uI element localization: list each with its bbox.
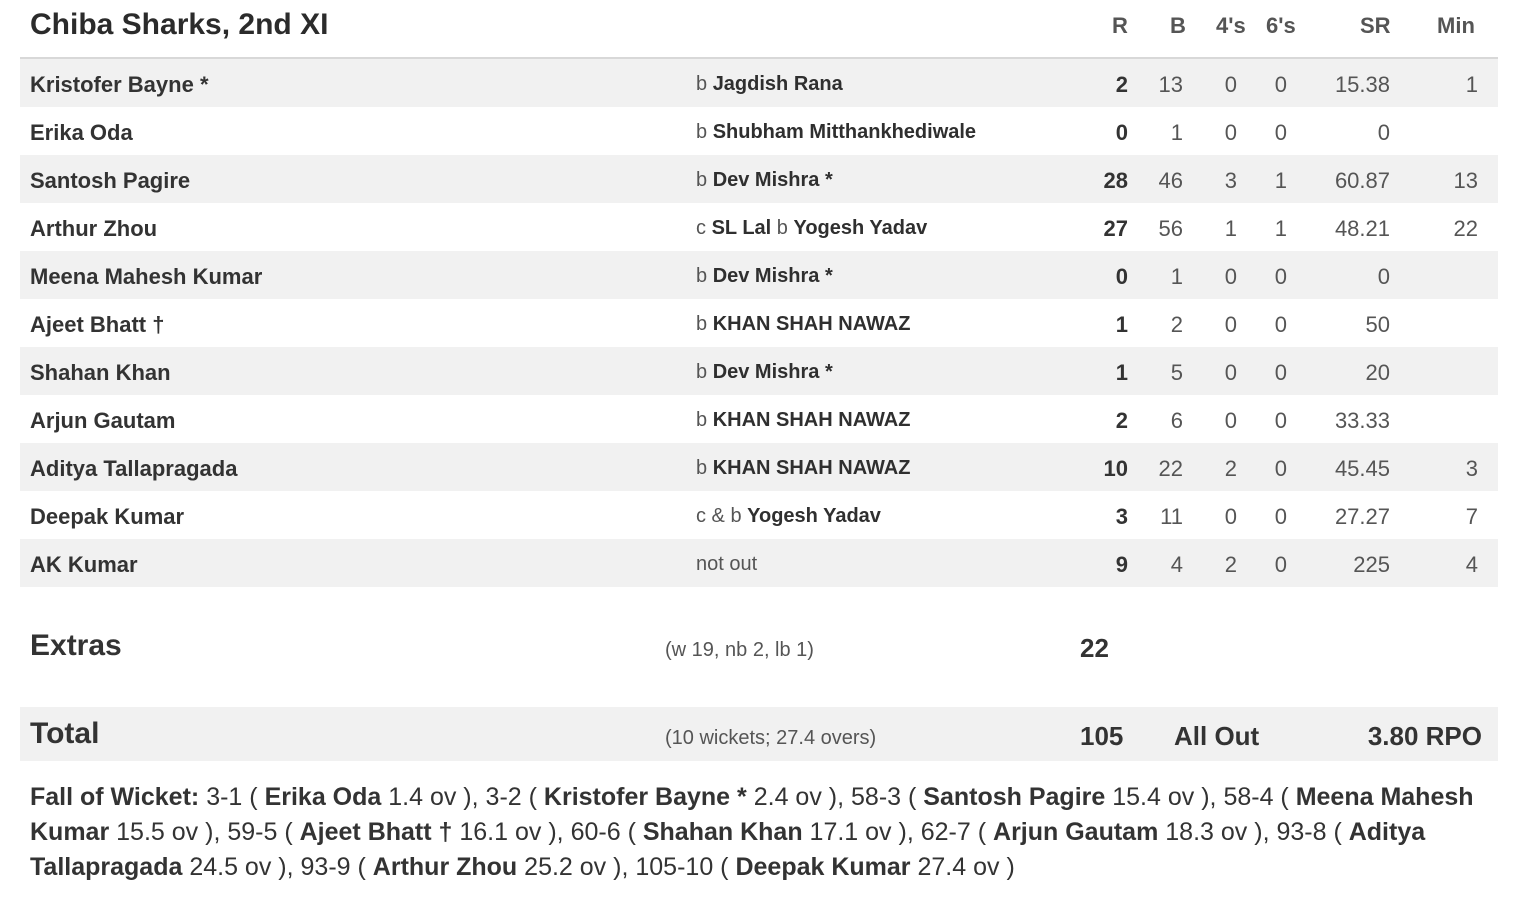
fow-title: Fall of Wicket:	[30, 783, 200, 811]
fow-item: 105-10 ( Deepak Kumar 27.4 ov )	[635, 853, 1015, 881]
balls: 11	[1160, 504, 1183, 529]
strike-rate: 15.38	[1334, 72, 1390, 97]
strike-rate: 60.87	[1334, 168, 1390, 193]
runs: 0	[1115, 264, 1128, 289]
batter-row	[20, 59, 1498, 107]
runs: 0	[1115, 120, 1128, 145]
fow-player[interactable]: Santosh Pagire	[923, 783, 1106, 811]
runs: 3	[1115, 504, 1128, 529]
dismissal	[696, 457, 910, 480]
fours: 0	[1224, 120, 1237, 145]
dismissal	[696, 553, 757, 576]
total-row	[20, 707, 1498, 761]
batter-row	[20, 203, 1498, 251]
fow-over: 17.1 ov	[809, 818, 892, 846]
extras-detail: (w 19, nb 2, lb 1)	[665, 639, 814, 661]
col-fours-header: 4's	[1216, 13, 1246, 38]
fow-item: 3-1 ( Erika Oda 1.4 ov )	[206, 783, 472, 811]
minutes: 13	[1453, 168, 1478, 193]
sixes: 0	[1274, 264, 1287, 289]
fow-over: 15.4 ov	[1112, 783, 1195, 811]
strike-rate: 33.33	[1334, 408, 1390, 433]
batter-name[interactable]: Kristofer Bayne *	[30, 72, 209, 97]
col-min-header: Min	[1437, 13, 1475, 38]
batter-row	[20, 395, 1498, 443]
runs: 1	[1115, 360, 1128, 385]
runs: 2	[1115, 408, 1128, 433]
batter-row	[20, 155, 1498, 203]
fow-score: 3-2	[485, 783, 522, 811]
runs: 10	[1103, 456, 1128, 481]
fielder-name[interactable]: Dev Mishra *	[712, 361, 833, 383]
dismissal	[696, 409, 910, 432]
balls: 56	[1158, 216, 1183, 241]
batter-row	[20, 251, 1498, 299]
minutes: 4	[1465, 552, 1478, 577]
col-runs-header: R	[1112, 13, 1128, 38]
fow-player[interactable]: Kristofer Bayne *	[543, 783, 747, 811]
fow-over: 27.4 ov	[917, 853, 1000, 881]
batter-name[interactable]: Arjun Gautam	[30, 408, 176, 433]
fielder-name[interactable]: Dev Mishra *	[712, 169, 833, 191]
dismissal-type: c & b	[696, 505, 748, 527]
strike-rate: 45.45	[1334, 456, 1390, 481]
dismissal-type: b	[696, 313, 713, 335]
fielder-name[interactable]: Yogesh Yadav	[793, 217, 928, 239]
fow-over: 15.5 ov	[116, 818, 199, 846]
batter-name[interactable]: Ajeet Bhatt †	[30, 312, 165, 337]
fow-score: 93-9	[300, 853, 351, 881]
dismissal	[696, 169, 833, 192]
dismissal-type: b	[696, 73, 713, 95]
strike-rate: 0	[1377, 120, 1390, 145]
fow-item: 60-6 ( Shahan Khan 17.1 ov )	[570, 818, 907, 846]
fielder-name[interactable]: Dev Mishra *	[712, 265, 833, 287]
fours: 2	[1224, 456, 1237, 481]
fow-score: 93-8	[1276, 818, 1327, 846]
minutes: 7	[1465, 504, 1478, 529]
scorecard	[20, 0, 1498, 761]
batting-rows	[20, 59, 1498, 587]
col-balls-header: B	[1170, 13, 1186, 38]
dismissal	[696, 121, 976, 144]
dismissal-type: b	[771, 217, 794, 239]
sixes: 0	[1274, 360, 1287, 385]
dismissal-type: b	[696, 361, 713, 383]
dismissal	[696, 313, 910, 336]
extras-value: 22	[1080, 633, 1109, 663]
fours: 0	[1224, 72, 1237, 97]
fow-item: 58-3 ( Santosh Pagire 15.4 ov )	[851, 783, 1210, 811]
batter-row	[20, 443, 1498, 491]
dismissal	[696, 361, 833, 384]
dismissal	[696, 73, 843, 96]
fow-score: 3-1	[206, 783, 243, 811]
dismissal-type: c	[696, 217, 712, 239]
minutes: 1	[1465, 72, 1478, 97]
sixes: 1	[1274, 168, 1287, 193]
fow-item: 93-8 ( Aditya Tallapragada 24.5 ov )	[30, 818, 1426, 881]
batter-row	[20, 299, 1498, 347]
fielder-name[interactable]: Shubham Mitthankhediwale	[712, 121, 977, 143]
fall-of-wickets: Fall of Wicket: 3-1 ( Erika Oda 1.4 ov ), 3-2 ( Kristofer Bayne * 2.4 ov ), 58-3 ( Santosh Pagire 15.4 ov ), 58-4 ( Meena Mahesh Kumar 15.5 ov ), 59-5 ( Ajeet Bhatt † 16.1 ov ), 60-6 ( Shahan Khan 17.1 ov ), 62-7 ( Arjun Gautam 18.3 ov ), 93-8 ( Aditya Tallapragada 24.5 ov ), 93-9 ( Arthur Zhou 25.2 ov ), 105-10 ( Deepak Kumar 27.4 ov )	[30, 783, 1474, 881]
fow-player[interactable]: Ajeet Bhatt †	[299, 818, 453, 846]
fow-score: 105-10	[635, 853, 714, 881]
balls: 5	[1170, 360, 1183, 385]
fow-score: 60-6	[570, 818, 621, 846]
fow-item: 59-5 ( Ajeet Bhatt † 16.1 ov )	[227, 818, 557, 846]
sixes: 0	[1274, 312, 1287, 337]
balls: 22	[1158, 456, 1183, 481]
dismissal-type: b	[696, 457, 713, 479]
sixes: 0	[1274, 456, 1287, 481]
fow-player[interactable]: Arjun Gautam	[993, 818, 1159, 846]
sixes: 0	[1274, 504, 1287, 529]
col-sixes-header: 6's	[1266, 13, 1296, 38]
total-status: All Out	[1174, 721, 1260, 751]
batter-name[interactable]: Santosh Pagire	[30, 168, 191, 193]
fow-over: 25.2 ov	[524, 853, 607, 881]
fow-item: 62-7 ( Arjun Gautam 18.3 ov )	[920, 818, 1263, 846]
fow-player[interactable]: Shahan Khan	[642, 818, 803, 846]
fow-player[interactable]: Arthur Zhou	[372, 853, 518, 881]
fow-score: 59-5	[227, 818, 278, 846]
fow-player[interactable]: Meena Mahesh Kumar	[30, 783, 1474, 846]
strike-rate: 0	[1377, 264, 1390, 289]
fow-over: 16.1 ov	[459, 818, 542, 846]
runs: 9	[1115, 552, 1128, 577]
batter-row	[20, 347, 1498, 395]
sixes: 0	[1274, 552, 1287, 577]
dismissal-type: b	[696, 121, 713, 143]
minutes: 22	[1453, 216, 1478, 241]
batter-row	[20, 539, 1498, 587]
fow-score: 62-7	[920, 818, 971, 846]
dismissal-type: b	[696, 265, 713, 287]
team-name: Chiba Sharks, 2nd XI	[30, 8, 329, 41]
extras-label: Extras	[30, 629, 122, 662]
balls: 6	[1170, 408, 1183, 433]
strike-rate: 27.27	[1334, 504, 1390, 529]
fow-over: 1.4 ov	[388, 783, 457, 811]
fours: 1	[1224, 216, 1237, 241]
sixes: 1	[1274, 216, 1287, 241]
total-label: Total	[30, 717, 100, 750]
fow-item: 3-2 ( Kristofer Bayne * 2.4 ov )	[485, 783, 838, 811]
dismissal	[696, 217, 927, 240]
extras-row	[20, 587, 1498, 707]
dismissal	[696, 265, 833, 288]
balls: 1	[1170, 264, 1183, 289]
batter-row	[20, 107, 1498, 155]
fow-player[interactable]: Aditya Tallapragada	[30, 818, 1426, 881]
sixes: 0	[1274, 408, 1287, 433]
strike-rate: 48.21	[1334, 216, 1390, 241]
fow-score: 58-3	[851, 783, 902, 811]
fow-score: 58-4	[1223, 783, 1274, 811]
balls: 46	[1158, 168, 1183, 193]
batter-row	[20, 491, 1498, 539]
fielder-name[interactable]: SL Lal	[711, 217, 772, 239]
batter-name[interactable]: Deepak Kumar	[30, 504, 185, 529]
strike-rate: 225	[1353, 552, 1390, 577]
runs: 27	[1103, 216, 1128, 241]
fow-item: 93-9 ( Arthur Zhou 25.2 ov )	[300, 853, 622, 881]
batter-name[interactable]: Aditya Tallapragada	[30, 456, 238, 481]
minutes: 3	[1465, 456, 1478, 481]
batter-name[interactable]: Erika Oda	[30, 120, 133, 145]
total-rpo: 3.80 RPO	[1367, 721, 1482, 751]
fow-over: 2.4 ov	[753, 783, 822, 811]
batter-name[interactable]: Meena Mahesh Kumar	[30, 264, 263, 289]
sixes: 0	[1274, 72, 1287, 97]
fow-over: 24.5 ov	[189, 853, 272, 881]
fow-item: 58-4 ( Meena Mahesh Kumar 15.5 ov )	[30, 783, 1474, 846]
sixes: 0	[1274, 120, 1287, 145]
balls: 4	[1170, 552, 1183, 577]
dismissal	[696, 505, 881, 528]
dismissal-type: not out	[696, 553, 758, 575]
fours: 3	[1224, 168, 1237, 193]
batter-name[interactable]: Arthur Zhou	[30, 216, 158, 241]
fielder-name[interactable]: Yogesh Yadav	[747, 505, 881, 527]
runs: 28	[1103, 168, 1128, 193]
total-value: 105	[1080, 721, 1124, 751]
fours: 2	[1224, 552, 1237, 577]
col-sr-header: SR	[1360, 13, 1391, 38]
fow-over: 18.3 ov	[1165, 818, 1248, 846]
fours: 0	[1224, 264, 1237, 289]
runs: 2	[1115, 72, 1128, 97]
balls: 1	[1170, 120, 1183, 145]
balls: 13	[1158, 72, 1183, 97]
total-detail: (10 wickets; 27.4 overs)	[665, 727, 877, 749]
fours: 0	[1224, 360, 1237, 385]
fielder-name[interactable]: Jagdish Rana	[712, 73, 843, 95]
scorecard-header	[20, 0, 1498, 59]
fours: 0	[1224, 408, 1237, 433]
dismissal-type: b	[696, 169, 713, 191]
runs: 1	[1115, 312, 1128, 337]
fow-player[interactable]: Deepak Kumar	[735, 853, 911, 881]
fielder-name[interactable]: KHAN SHAH NAWAZ	[712, 457, 911, 479]
batter-name[interactable]: Shahan Khan	[30, 360, 171, 385]
fielder-name[interactable]: KHAN SHAH NAWAZ	[712, 409, 911, 431]
balls: 2	[1170, 312, 1183, 337]
batter-name[interactable]: AK Kumar	[30, 552, 138, 577]
strike-rate: 50	[1365, 312, 1390, 337]
fow-player[interactable]: Erika Oda	[264, 783, 382, 811]
strike-rate: 20	[1365, 360, 1390, 385]
fours: 0	[1224, 504, 1237, 529]
fours: 0	[1224, 312, 1237, 337]
fielder-name[interactable]: KHAN SHAH NAWAZ	[712, 313, 911, 335]
dismissal-type: b	[696, 409, 713, 431]
